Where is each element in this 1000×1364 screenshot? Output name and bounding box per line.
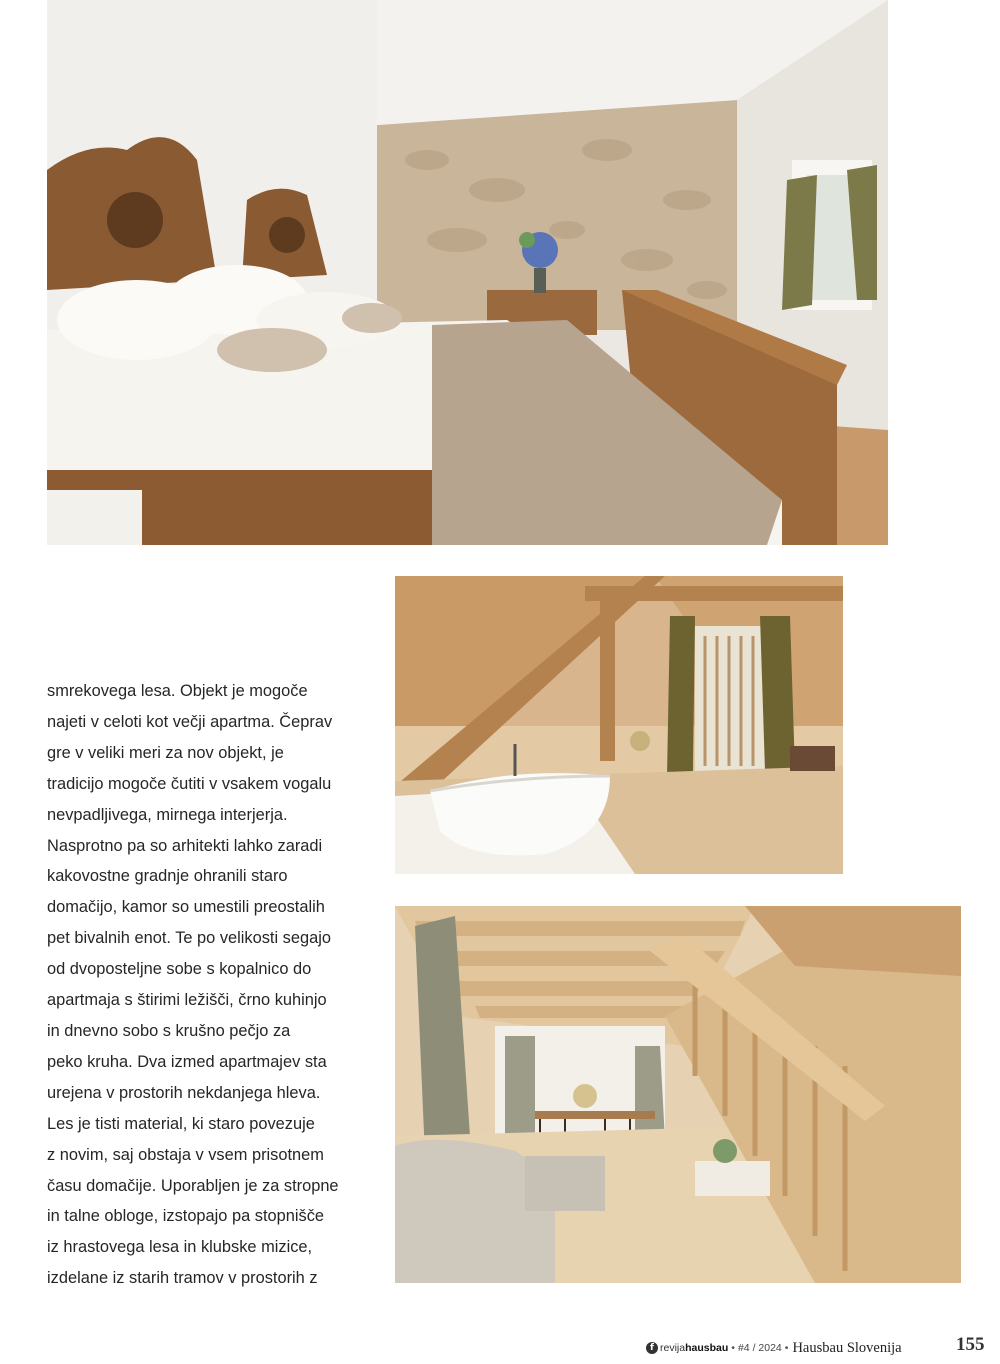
facebook-icon[interactable]: f [646, 1342, 658, 1354]
article-line: Nasprotno pa so arhitekti lahko zaradi [47, 836, 323, 855]
footer-separator: • [784, 1342, 789, 1354]
article-line: času domačije. Uporabljen je za stropne [47, 1176, 339, 1195]
article-line: tradicijo mogoče čutiti v vsakem vogalu [47, 774, 332, 793]
article-line: urejena v prostorih nekdanjega hleva. [47, 1083, 321, 1102]
attic-image [395, 576, 843, 874]
article-line: pet bivalnih enot. Te po velikosti segajo [47, 929, 331, 948]
footer-magazine-name: Hausbau Slovenija [792, 1339, 902, 1356]
bedroom-image [47, 0, 888, 545]
photo-living [395, 906, 961, 1283]
article-line: najeti v celoti kot večji apartma. Čeprav [47, 712, 333, 731]
footer-issue: #4 / 2024 [737, 1342, 782, 1354]
living-room-image [395, 906, 961, 1283]
page-footer [646, 1338, 986, 1358]
footer-brand-prefix: revija [660, 1342, 686, 1354]
article-line: Les je tisti material, ki staro povezuje [47, 1114, 315, 1133]
footer-separator: • [731, 1342, 735, 1354]
article-line: iz hrastovega lesa in klubske mizice, [47, 1238, 313, 1257]
article-line: z novim, saj obstaja v vsem prisotnem [47, 1145, 324, 1164]
article-line: smrekovega lesa. Objekt je mogoče [47, 682, 308, 700]
article-line: gre v veliki meri za nov objekt, je [47, 743, 284, 762]
photo-bedroom [47, 0, 888, 545]
article-line: nevpadljivega, mirnega interjerja. [47, 805, 288, 824]
photo-attic [395, 576, 843, 874]
article-line: domačijo, kamor so umestili preostalih [47, 898, 325, 917]
article-line: izdelane iz starih tramov v prostorih z [47, 1269, 318, 1288]
article-line: apartmaja s štirimi ležišči, črno kuhinjo [47, 991, 327, 1010]
article-line: od dvoposteljne sobe s kopalnico do [47, 960, 312, 979]
article-body [47, 676, 347, 1294]
article-line: in dnevno sobo s krušno pečjo za [47, 1021, 291, 1040]
article-line: peko kruha. Dva izmed apartmajev sta [47, 1052, 327, 1071]
footer-brand-name: hausbau [685, 1342, 729, 1354]
article-line: kakovostne gradnje ohranili staro [47, 867, 288, 886]
page-number: 155 [956, 1334, 985, 1355]
article-line: in talne obloge, izstopajo pa stopnišče [47, 1207, 325, 1226]
